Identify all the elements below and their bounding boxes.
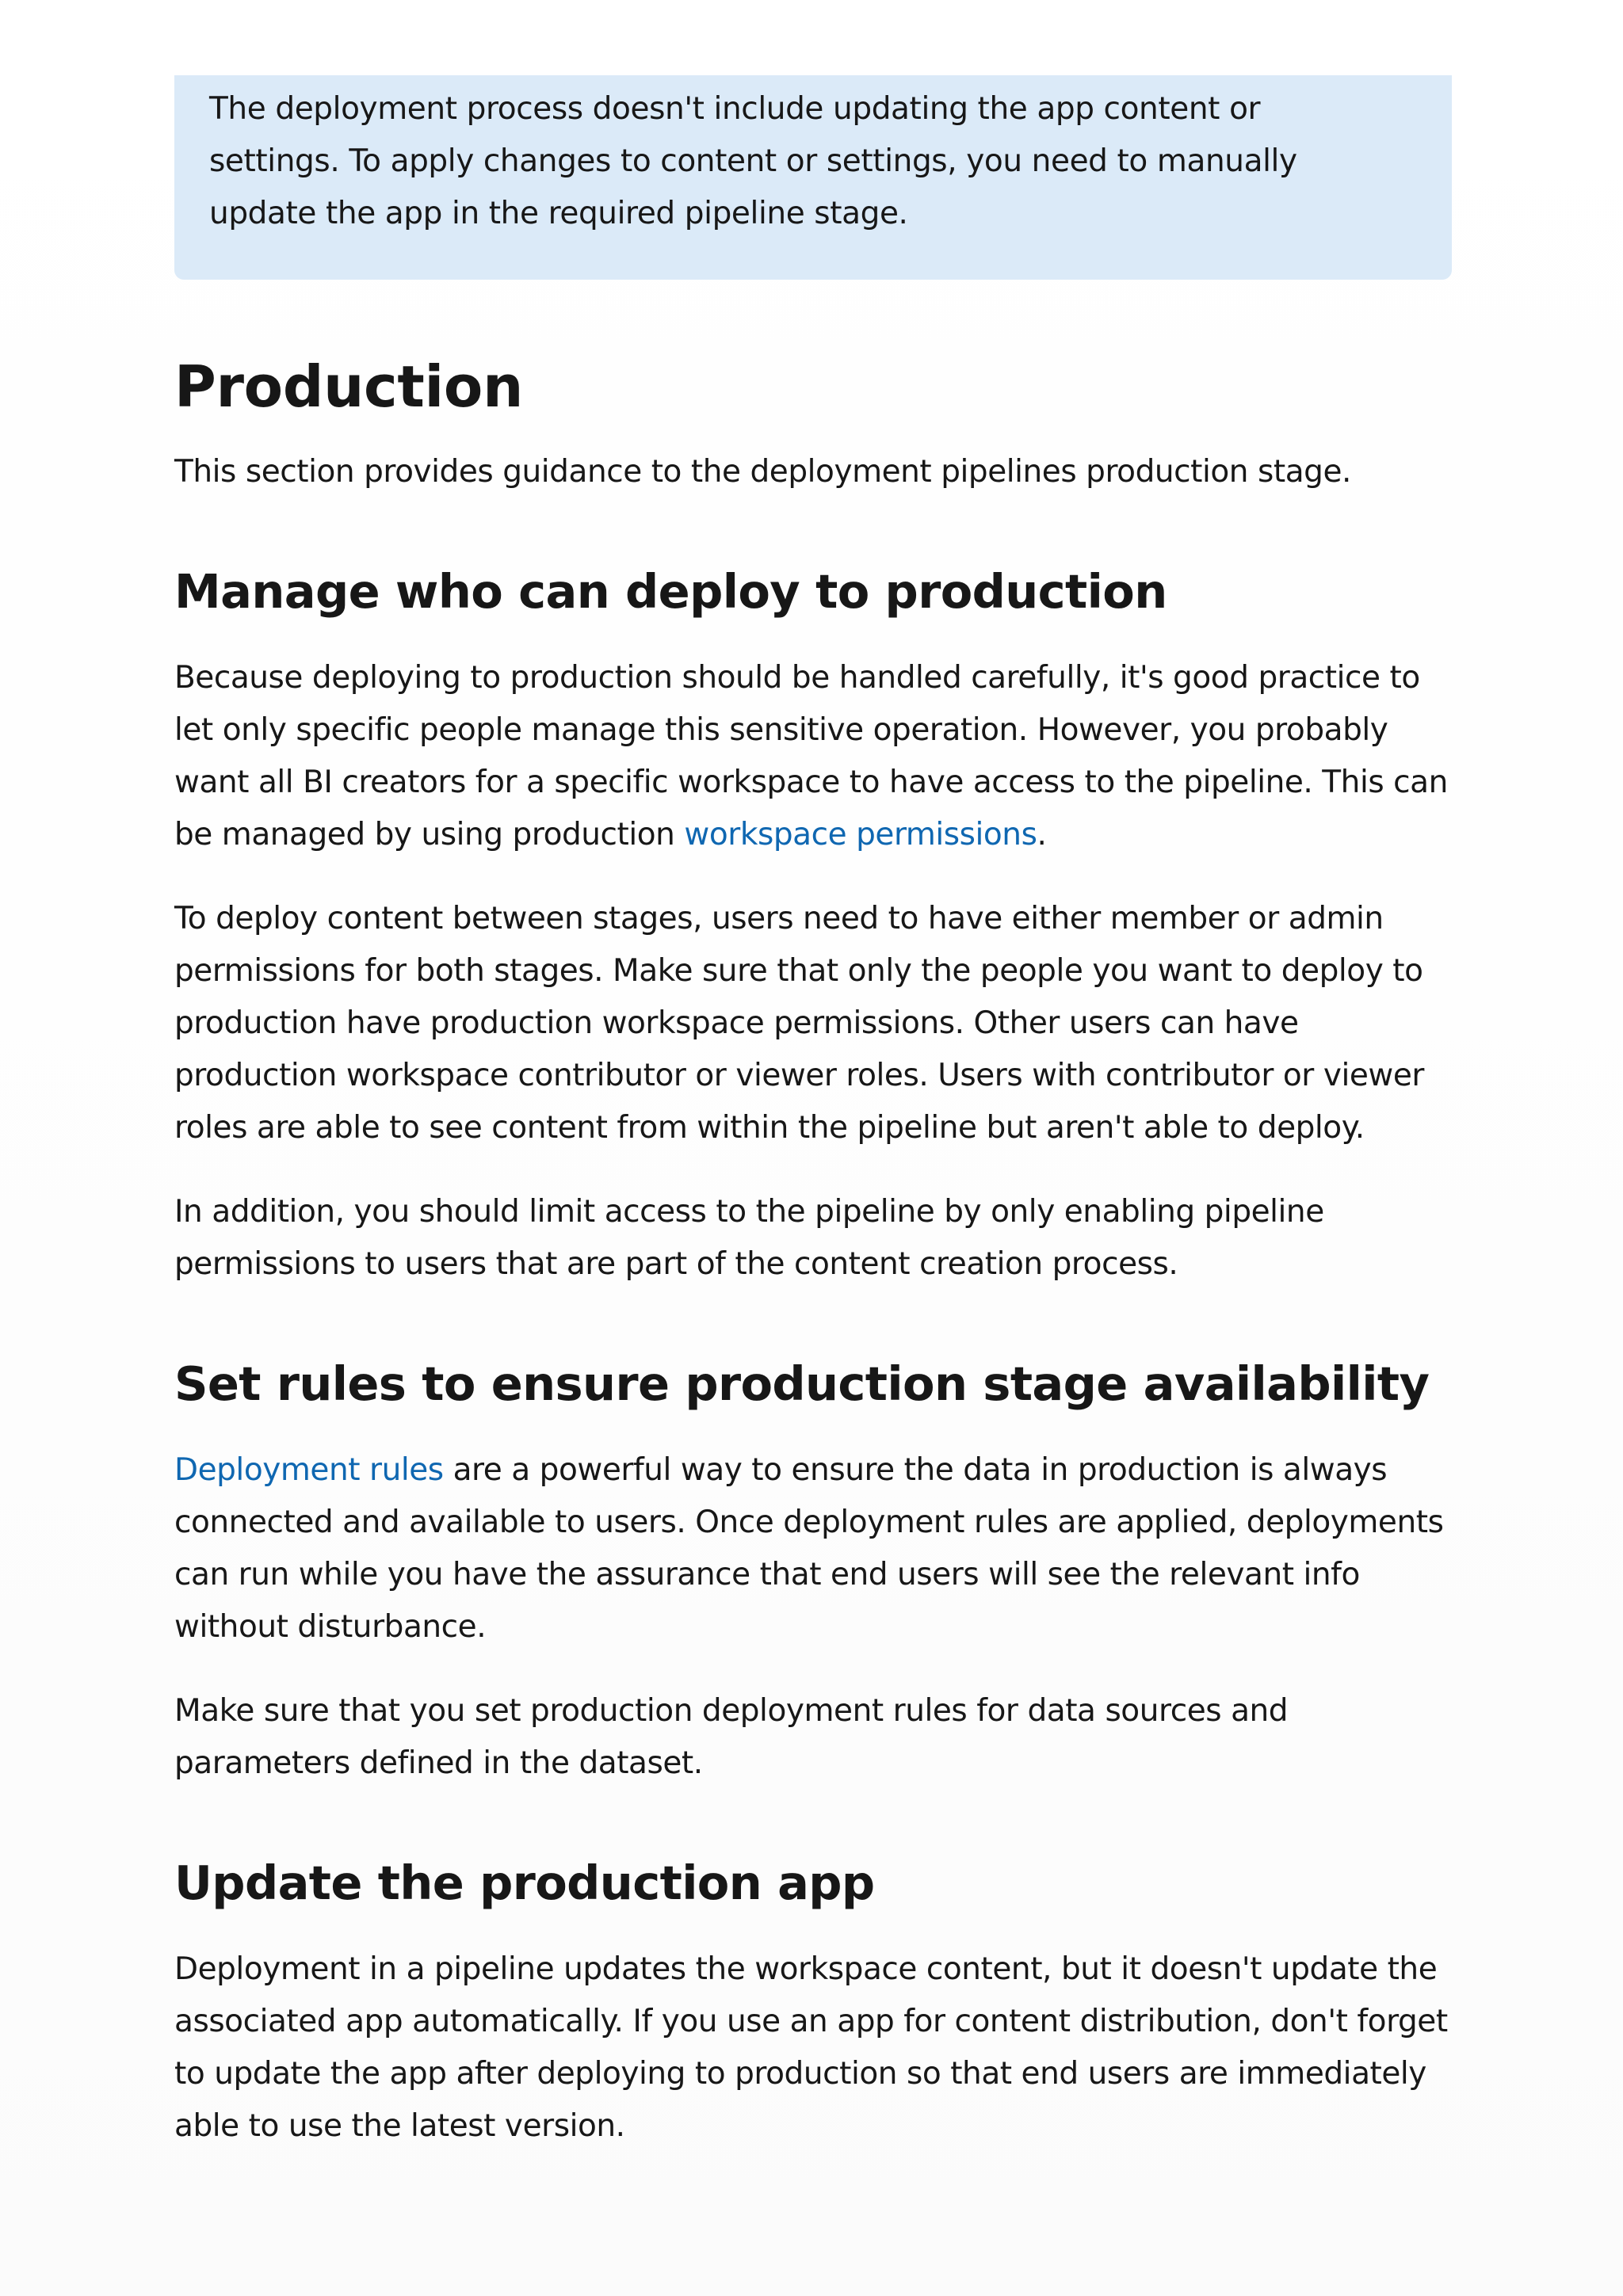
heading-manage-who-can-deploy: Manage who can deploy to production [174,564,1167,619]
deployment-rules-link[interactable]: Deployment rules [174,1452,444,1488]
section-title-production: Production [174,353,524,420]
manage-paragraph-3: In addition, you should limit access to the pipeline by only enabling pipeline permissions to users that are part of the content creation process. [174,1194,1324,1282]
note-text: The deployment process doesn't include updating the app content or settings. To apply changes to content or settings, you need to manually update the app in the required pipeline stage. [209,91,1297,231]
article-content [174,75,1452,2153]
production-intro: This section provides guidance to the deployment pipelines production stage. [174,454,1351,490]
heading-update-production-app: Update the production app [174,1855,875,1910]
workspace-permissions-link[interactable]: workspace permissions [684,817,1037,852]
manage-p1-text: Because deploying to production should be handled carefully, it's good practice to let only specific people manage this sensitive operation. However, you probably want all BI creators for a specific workspace to have access to the pipeline. This can be managed by using production [174,660,1448,852]
note-callout [174,75,1452,280]
heading-set-rules: Set rules to ensure production stage availability [174,1356,1430,1411]
rules-paragraph-2: Make sure that you set production deployment rules for data sources and parameters defined in the dataset. [174,1693,1289,1781]
manage-paragraph-2: To deploy content between stages, users need to have either member or admin permissions for both stages. Make sure that only the people you want to deploy to production have production workspace permissions. Other users can have production workspace contributor or viewer roles. Users with contributor or viewer roles are able to see content from within the pipeline but aren't able to deploy. [174,901,1424,1146]
manage-p1-period: . [1037,817,1047,852]
manage-paragraph-1 [174,652,1452,861]
rules-paragraph-1 [174,1444,1452,1653]
update-paragraph-1: Deployment in a pipeline updates the workspace content, but it doesn't update the associated app automatically. If you use an app for content distribution, don't forget to update the app after deploying to production so that end users are immediately able to use the latest version. [174,1951,1448,2144]
rules-p1-text: are a powerful way to ensure the data in production is always connected and available to users. Once deployment rules are applied, deployments can run while you have the assurance that end users will see the relevant info without disturbance. [174,1452,1444,1645]
